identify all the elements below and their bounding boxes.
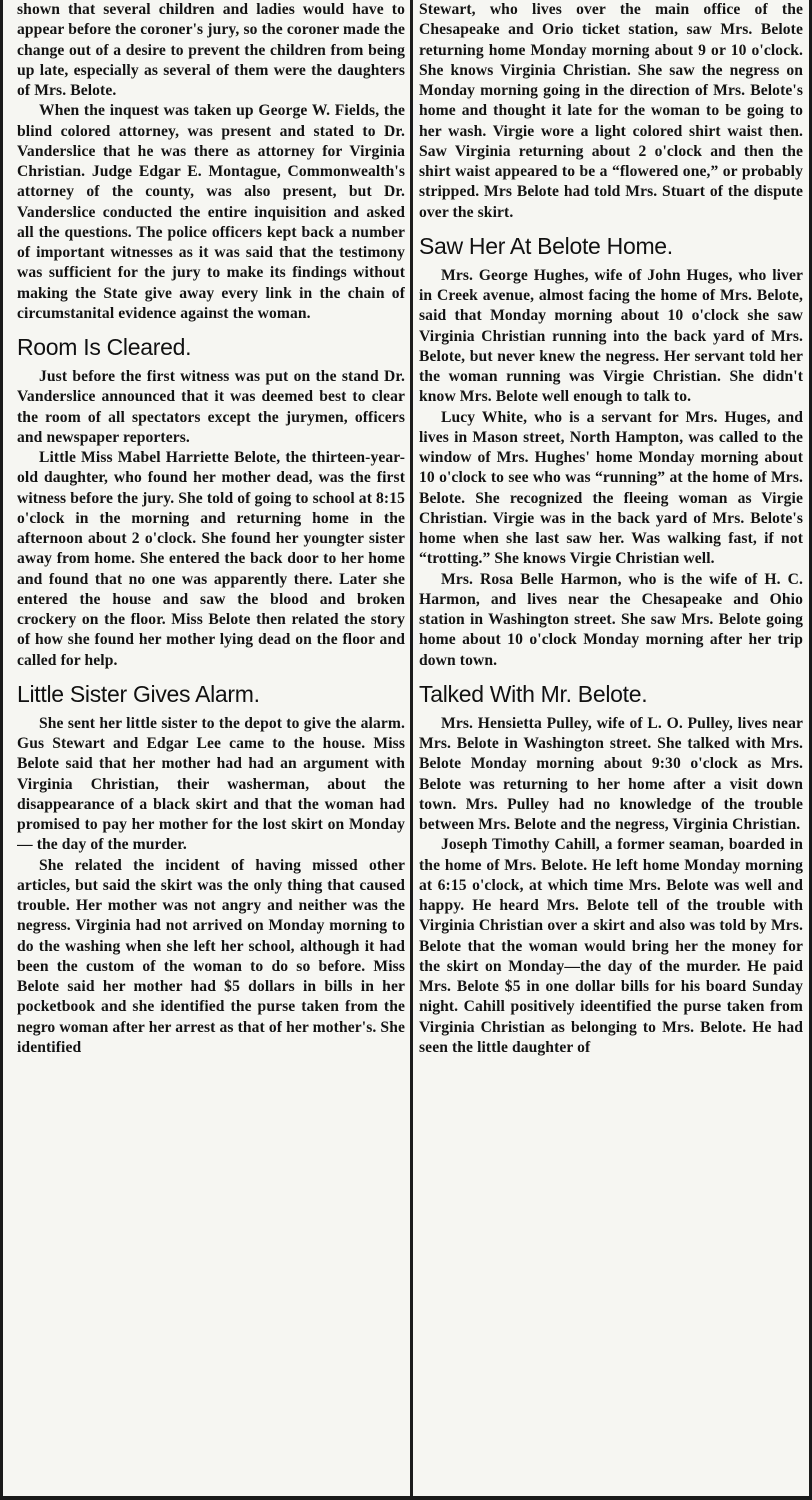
article-paragraph: She sent her little sister to the depot to give the alarm. Gus Stewart and Edgar Lee came to the house. Miss Belote said that her mother had had an argument with Virginia Christian, their washerman, about the disappearance of a black skirt and that the woman had promised to pay her mother for the lost skirt on Monday— the day of the murder. [17, 714, 405, 854]
article-paragraph: Little Miss Mabel Harriette Belote, the thirteen-year-old daughter, who found her mother dead, was the first witness before the jury. She told of going to school at 8:15 o'clock in the morning and returning home in the afternoon about 2 o'clock. She found her youngter sister away from home. She entered the back door to her home and found that no one was apparently there. Later she entered the house and saw the blood and broken crockery on the floor. Miss Belote then related the story of how she found her mother lying dead on the floor and called for help. [17, 449, 405, 669]
article-paragraph: Lucy White, who is a servant for Mrs. Huges, and lives in Mason street, North Hampton, was called to the window of Mrs. Hughes' home Monday morning about 10 o'clock to see who was “running” at the home of Mrs. Belote. She recognized the fleeing woman as Virgie Christian. Virgie was in the back yard of Mrs. Belote's home when she last saw her. Was walking fast, if not “trotting.” She knows Virgie Christian well. [419, 408, 803, 568]
section-heading-talked-with: Talked With Mr. Belote. [419, 680, 648, 707]
article-paragraph: She related the incident of having missed other articles, but said the skirt was the only thing that caused trouble. Her mother was not angry and neither was the negress. Virginia had not arrived on Monday morning to do the washing when she left her school, although it had been the custom of the woman to do so before. Miss Belote said her mother had $5 dollars in bills in her pocketbook and she identified the purse taken from the negro woman after her arrest as that of her mother's. She identified [17, 856, 405, 1056]
article-paragraph: Mrs. Rosa Belle Harmon, who is the wife of H. C. Harmon, and lives near the Chesapeake and Ohio station in Washington street. She saw Mrs. Belote going home about 10 o'clock Monday morning after her trip down town. [419, 570, 803, 669]
article-paragraph: When the inquest was taken up George W. Fields, the blind colored attorney, was present and stated to Dr. Vanderslice that he was there as attorney for Virginia Christian. Judge Edgar E. Montague, Commonwealth's attorney of the county, was also present, but Dr. Vanderslice conducted the entire inquisition and asked all the questions. The police officers kept back a number of important witnesses as it was said that the testimony was sufficient for the jury to make its findings without making the State give away every link in the chain of circumstanital evidence against the woman. [17, 102, 405, 322]
article-paragraph: Mrs. Hensietta Pulley, wife of L. O. Pulley, lives near Mrs. Belote in Washington street. She talked with Mrs. Belote Monday morning about 9:30 o'clock as Mrs. Belote was returning to her home after a visit down town. Mrs. Pulley had no knowledge of the trouble between Mrs. Belote and the negress, Virginia Christian. [419, 714, 803, 833]
left-column [17, 0, 405, 1488]
right-column [419, 0, 803, 1488]
section-heading-saw-her: Saw Her At Belote Home. [419, 232, 673, 259]
article-paragraph: Mrs. George Hughes, wife of John Huges, who liver in Creek avenue, almost facing the home of Mrs. Belote, said that Monday morning about 10 o'clock she saw Virginia Christian running into the back yard of Mrs. Belote, but never knew the negress. Her servant told her the woman running was Virgie Christian. She didn't know Mrs. Belote well enough to talk to. [419, 266, 803, 406]
article-paragraph: Joseph Timothy Cahill, a former seaman, boarded in the home of Mrs. Belote. He left home Monday morning at 6:15 o'clock, at which time Mrs. Belote was well and happy. He heard Mrs. Belote tell of the trouble with Virginia Christian over a skirt and also was told by Mrs. Belote that the woman would bring her the money for the skirt on Monday—the day of the murder. He paid Mrs. Belote $5 in one dollar bills for his board Sunday night. Cahill positively ideentified the purse taken from Virginia Christian as belonging to Mrs. Belote. He had seen the little daughter of [419, 836, 803, 1056]
article-paragraph: Stewart, who lives over the main office of the Chesapeake and Orio ticket station, saw Mrs. Belote returning home Monday morning about 9 or 10 o'clock. She knows Virginia Christian. She saw the negress on Monday morning going in the direction of Mrs. Belote's home and thought it late for the woman to be going to her wash. Virgie wore a light colored shirt waist then. Saw Virginia returning about 2 o'clock and then the shirt waist appeared to be a “flowered one,” or probably stripped. Mrs Belote had told Mrs. Stuart of the dispute over the skirt. [419, 1, 803, 221]
section-heading-sister-alarm: Little Sister Gives Alarm. [17, 680, 260, 707]
column-divider [410, 0, 413, 1496]
section-heading-room-cleared: Room Is Cleared. [17, 334, 192, 360]
article-paragraph: Just before the first witness was put on the stand Dr. Vanderslice announced that it was deemed best to clear the room of all spectators except the jurymen, officers and newspaper reporters. [17, 368, 405, 446]
article-paragraph: shown that several children and ladies would have to appear before the coroner's jury, so the coroner made the change out of a desire to prevent the children from being up late, especially as several of them were the daughters of Mrs. Belote. [17, 1, 405, 99]
